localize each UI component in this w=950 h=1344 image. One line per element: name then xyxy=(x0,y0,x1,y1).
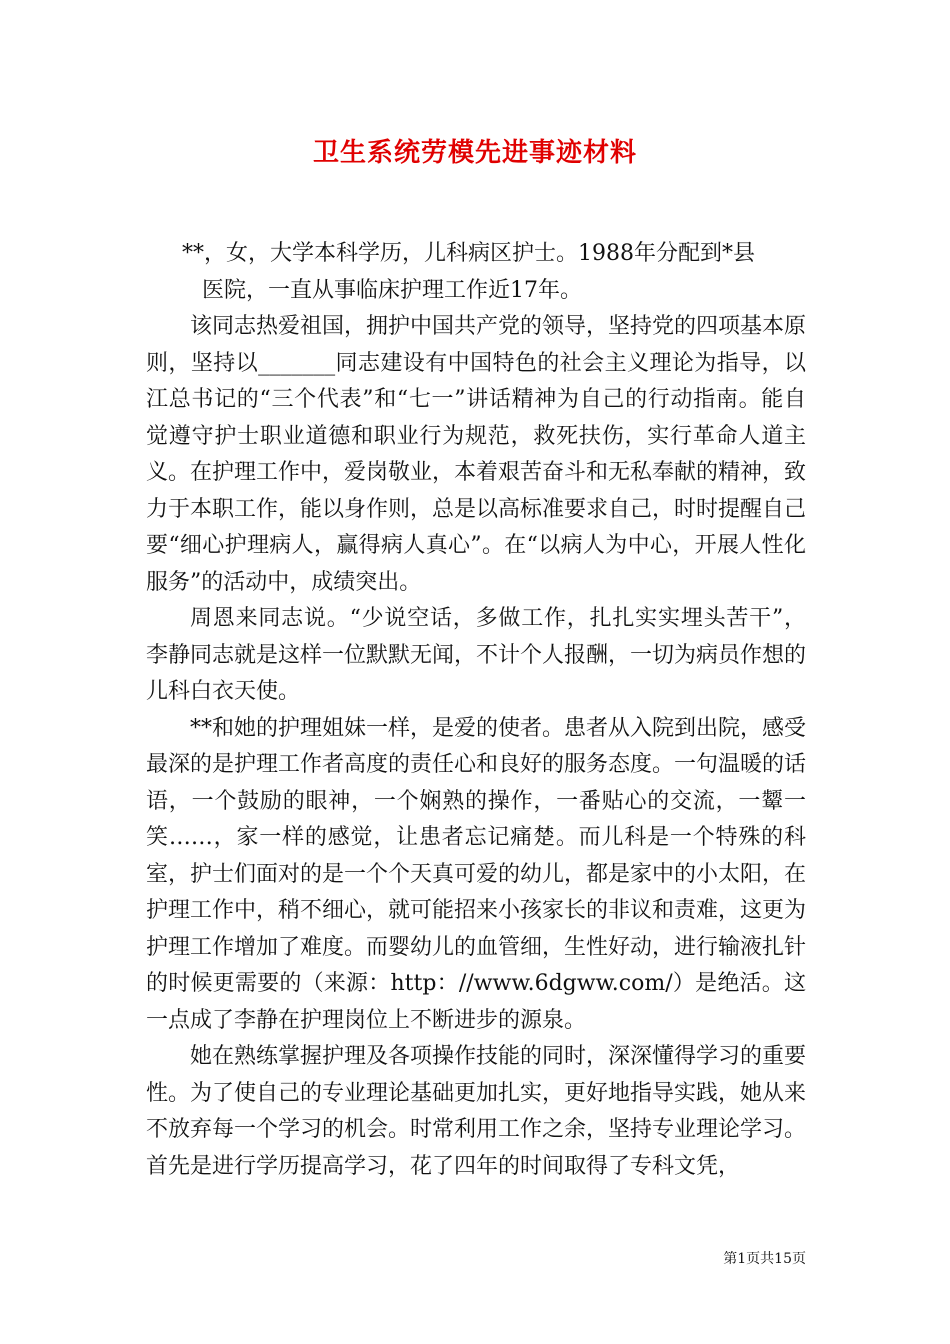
document-title: 卫生系统劳模先进事迹材料 xyxy=(312,138,637,168)
paragraph-study: 她在熟练掌握护理及各项操作技能的同时，深深懂得学习的重要性。为了使自己的专业理论基础更加扎实，更好地指导实践，她从来不放弃每一个学习的机会。时常利用工作之余，坚持专业理论学习。首先是进行学历提高学习，花了四年的时间取得了专科文凭， xyxy=(146,1044,807,1179)
paragraph-patriotism: 该同志热爱祖国，拥护中国共产党的领导，坚持党的四项基本原则，坚持以_______同志建设有中国特色的社会主义理论为指导，以江总书记的“三个代表”和“七一”讲话精神为自己的行动指南。能自觉遵守护士职业道德和职业行为规范，救死扶伤，实行革命人道主义。在护理工作中，爱岗敬业，本着艰苦奋斗和无私奉献的精神，致力于本职工作，能以身作则，总是以高标准要求自己，时时提醒自己要“细心护理病人，赢得病人真心”。在“以病人为中心，开展人性化服务”的活动中，成绩突出。 xyxy=(146,314,807,595)
page-number: 第1页共15页 xyxy=(723,1251,806,1267)
paragraph-intro-line-2: 医院，一直从事临床护理工作近17年。 xyxy=(202,277,582,303)
paragraph-messenger-of-love: **和她的护理姐妹一样，是爱的使者。患者从入院到出院，感受最深的是护理工作者高度的责任心和良好的服务态度。一句温暖的话语，一个鼓励的眼神，一个娴熟的操作，一番贴心的交流，一颦一笑……，家一样的感觉，让患者忘记痛楚。而儿科是一个特殊的科室，护士们面对的是一个个天真可爱的幼儿，都是家中的小太阳，在护理工作中，稍不细心，就可能招来小孩家长的非议和责难，这更为护理工作增加了难度。而婴幼儿的血管细，生性好动，进行输液扎针的时候更需要的（来源：http：//www.6dgww.com/）是绝活。这一点成了李静在护理岗位上不断进步的源泉。 xyxy=(146,715,807,1033)
paragraph-intro-line-1: **，女，大学本科学历，儿科病区护士。1988年分配到*县 xyxy=(182,241,755,266)
document-body xyxy=(146,236,806,1185)
paragraph-zhou-enlai-quote: 周恩来同志说。“少说空话，多做工作，扎扎实实埋头苦干”，李静同志就是这样一位默默无闻，不计个人报酬，一切为病员作想的儿科白衣天使。 xyxy=(146,606,807,704)
